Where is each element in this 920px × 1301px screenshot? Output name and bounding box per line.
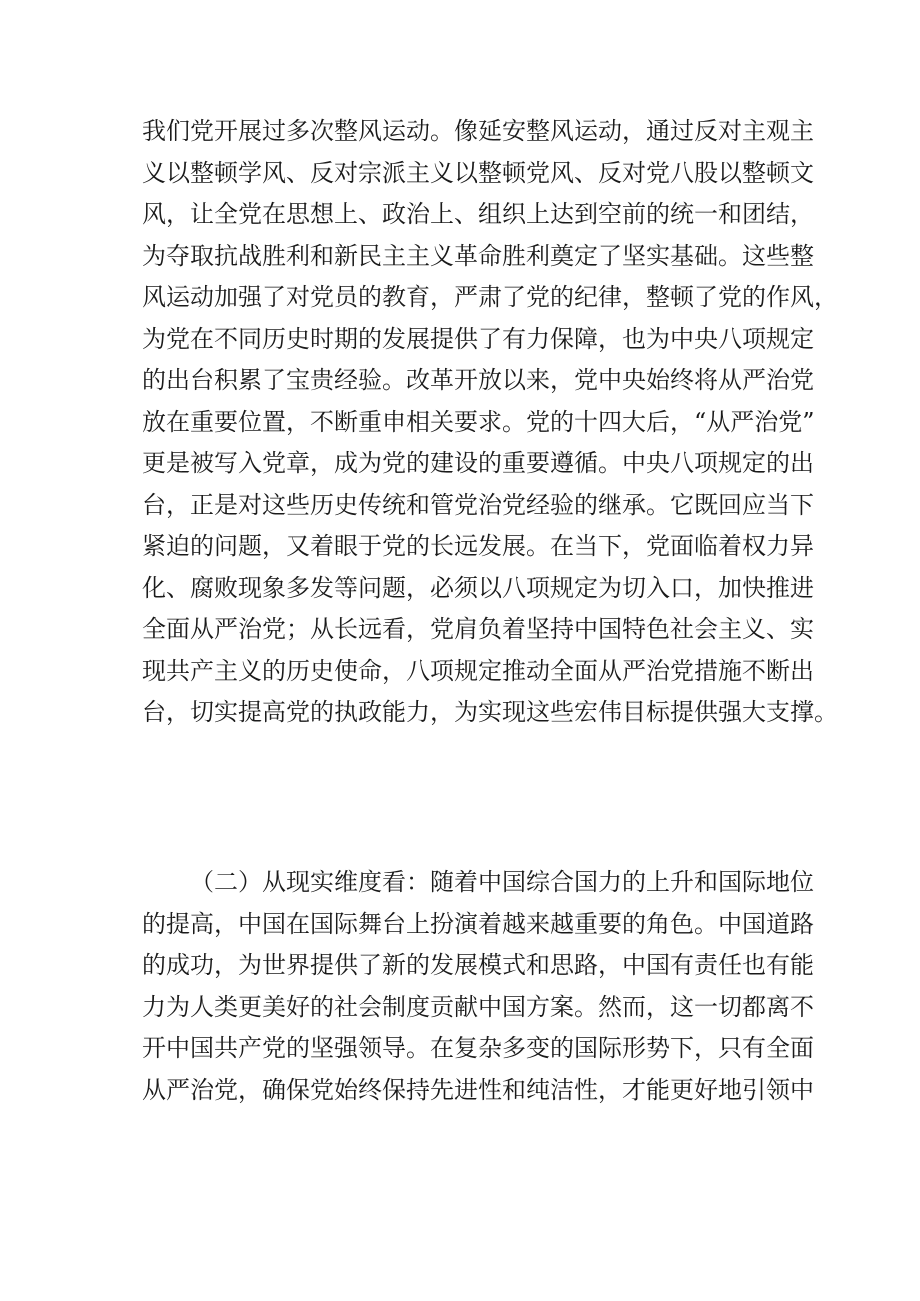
text-line: 紧迫的问题，又着眼于党的长远发展。在当下，党面临着权力异: [142, 532, 814, 560]
text-line: 为党在不同历史时期的发展提供了有力保障，也为中央八项规定: [142, 324, 814, 353]
text-line: 风运动加强了对党员的教育，严肃了党的纪律，整顿了党的作风，: [142, 283, 838, 311]
text-line: 放在重要位置，不断重申相关要求。党的十四大后，“从严治党”: [142, 407, 815, 436]
text-line: 从严治党，确保党始终保持先进性和纯洁性，才能更好地引领中: [142, 1075, 814, 1104]
text-line: 化、腐败现象多发等问题，必须以八项规定为切入口，加快推进: [142, 573, 814, 602]
text-line: 我们党开展过多次整风运动。像延安整风运动，通过反对主观主: [142, 117, 814, 145]
text-line: 为夺取抗战胜利和新民主主义革命胜利奠定了坚实基础。这些整: [142, 241, 814, 270]
text-line: 的提高，中国在国际舞台上扮演着越来越重要的角色。中国道路: [142, 909, 814, 938]
text-line: 义以整顿学风、反对宗派主义以整顿党风、反对党八股以整顿文: [142, 158, 814, 187]
text-line: （二）从现实维度看：随着中国综合国力的上升和国际地位: [190, 868, 814, 896]
text-line: 台，切实提高党的执政能力，为实现这些宏伟目标提供强大支撑。: [142, 698, 838, 726]
paragraph-history: [142, 111, 838, 734]
text-line: 风，让全党在思想上、政治上、组织上达到空前的统一和团结，: [142, 200, 814, 228]
text-line: 力为人类更美好的社会制度贡献中国方案。然而，这一切都离不: [142, 992, 814, 1021]
text-line: 的成功，为世界提供了新的发展模式和思路，中国有责任也有能: [142, 951, 814, 979]
text-line: 全面从严治党；从长远看，党肩负着坚持中国特色社会主义、实: [142, 615, 814, 643]
text-line: 现共产主义的历史使命，八项规定推动全面从严治党措施不断出: [142, 656, 814, 685]
text-line: 台，正是对这些历史传统和管党治党经验的继承。它既回应当下: [142, 490, 814, 519]
text-line: 的出台积累了宝贵经验。改革开放以来，党中央始终将从严治党: [142, 366, 814, 394]
text-line: 开中国共产党的坚强领导。在复杂多变的国际形势下，只有全面: [142, 1034, 814, 1062]
paragraph-reality: [142, 862, 814, 1111]
text-line: 更是被写入党章，成为党的建设的重要遵循。中央八项规定的出: [142, 449, 814, 477]
